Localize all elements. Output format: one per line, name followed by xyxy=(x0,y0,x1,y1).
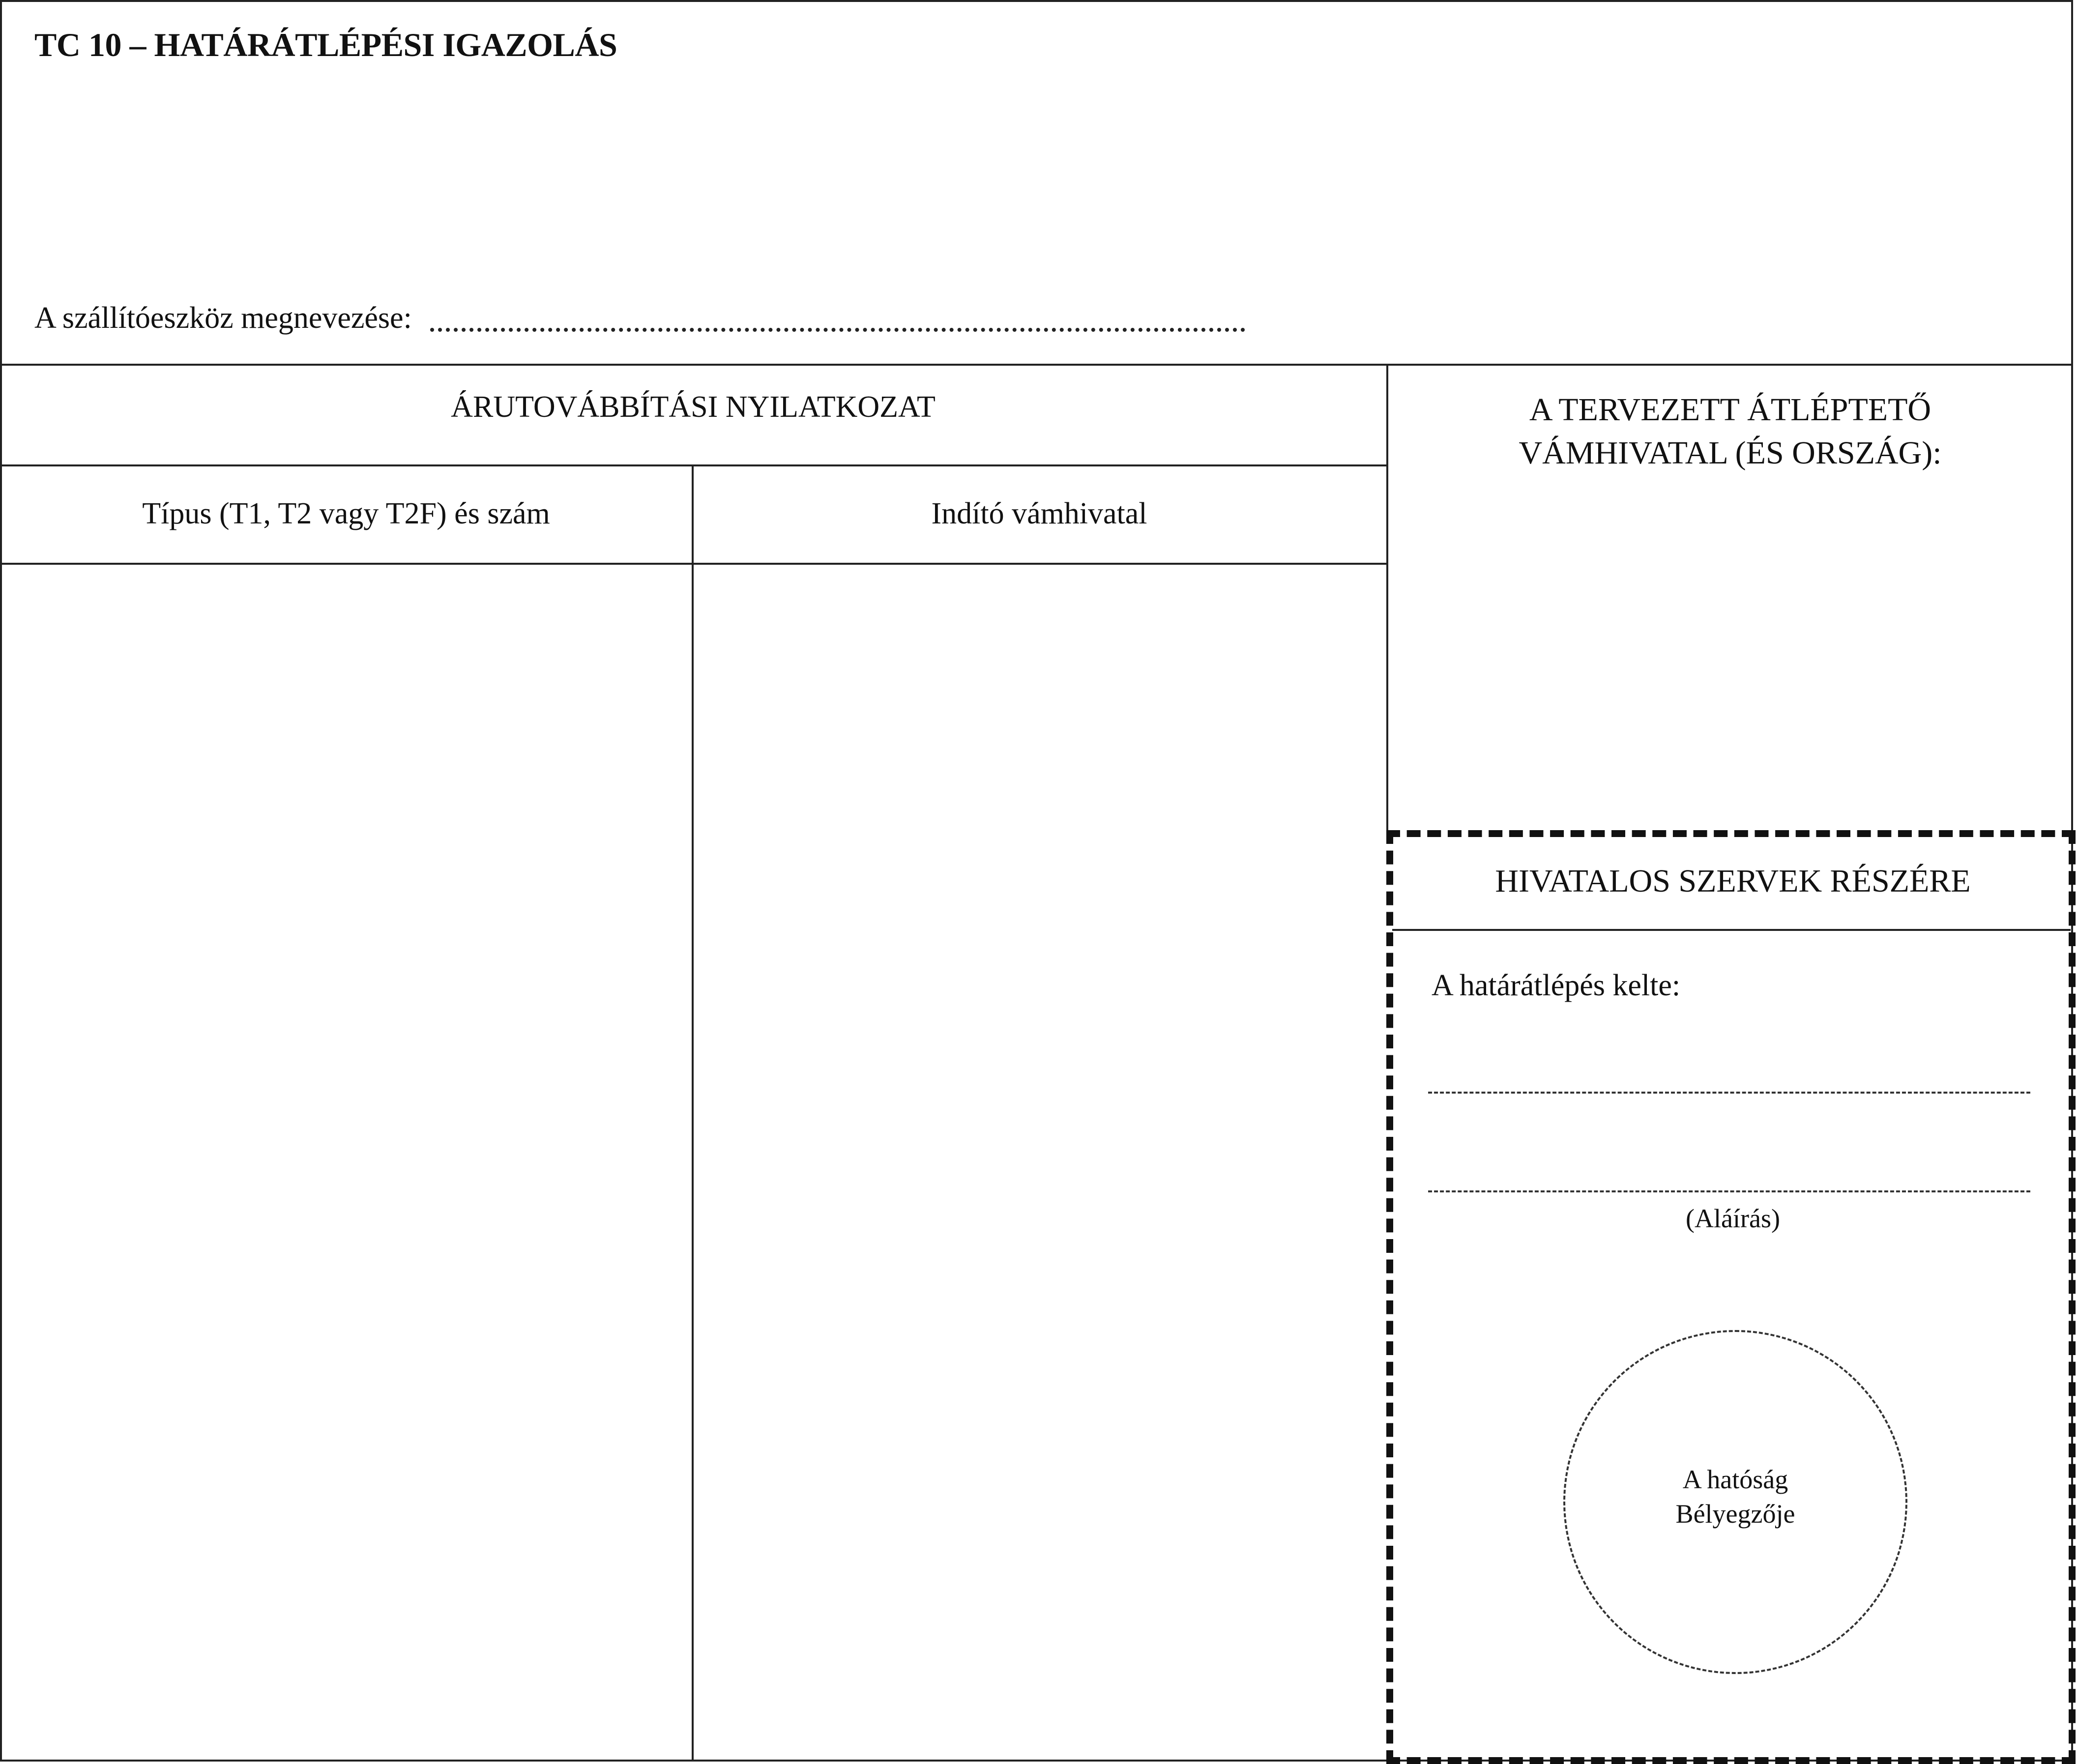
planned-office-line-2: VÁMHIVATAL (ÉS ORSZÁG): xyxy=(1519,435,1942,471)
crossing-date-label: A határátlépés kelte: xyxy=(1432,969,1681,1002)
type-number-entry-area[interactable] xyxy=(2,565,690,1760)
header-divider xyxy=(0,364,2073,366)
column-header-type: Típus (T1, T2 vagy T2F) és szám xyxy=(142,497,550,530)
signature-line[interactable] xyxy=(1428,1190,2030,1192)
stamp-label xyxy=(1563,1462,1907,1531)
planned-office-line-1: A TERVEZETT ÁTLÉPTETŐ xyxy=(1529,392,1932,428)
vehicle-input-line[interactable] xyxy=(430,328,1245,332)
form-title: TC 10 – HATÁRÁTLÉPÉSI IGAZOLÁS xyxy=(34,26,617,63)
column-divider xyxy=(692,464,694,1762)
column-header-divider xyxy=(0,563,1387,565)
vehicle-label: A szállítóeszköz megnevezése: xyxy=(34,301,412,335)
planned-transit-office-label xyxy=(1387,388,2073,475)
planned-office-entry-area[interactable] xyxy=(1389,487,2072,826)
column-header-departure-office: Indító vámhivatal xyxy=(931,497,1147,530)
departure-office-entry-area[interactable] xyxy=(694,565,1385,1760)
stamp-label-line-1: A hatóság xyxy=(1682,1465,1788,1494)
official-header-divider xyxy=(1392,929,2071,931)
transit-declaration-header: ÁRUTOVÁBBÍTÁSI NYILATKOZAT xyxy=(451,390,936,424)
transit-header-divider xyxy=(0,464,1387,466)
signature-label: (Aláírás) xyxy=(1686,1204,1780,1233)
official-use-header: HIVATALOS SZERVEK RÉSZÉRE xyxy=(1495,863,1971,899)
crossing-date-line[interactable] xyxy=(1428,1092,2030,1094)
stamp-label-line-2: Bélyegzője xyxy=(1675,1499,1795,1529)
